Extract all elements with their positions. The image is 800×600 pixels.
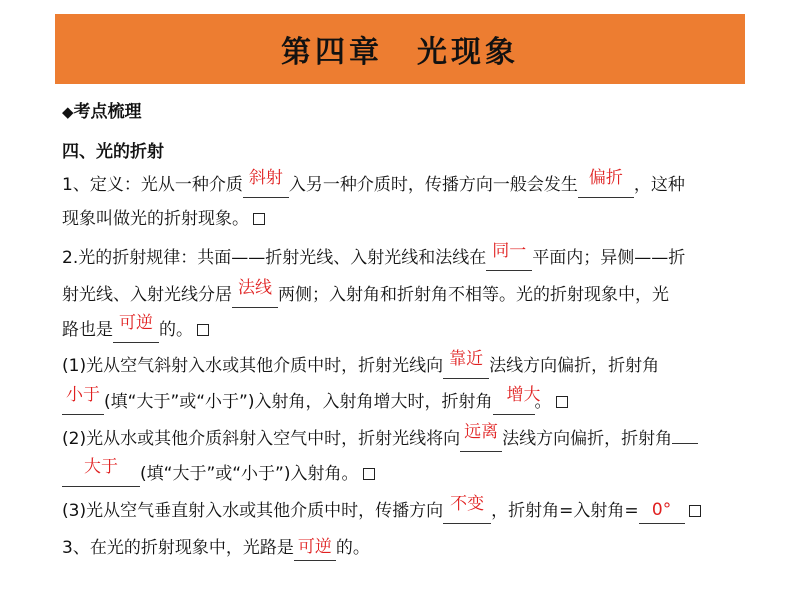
answer-blank xyxy=(113,313,159,343)
answer-text: 偏折 xyxy=(588,168,623,188)
answer-blank xyxy=(62,385,104,415)
item1-text-3: ，这种 xyxy=(633,175,685,195)
item1-line2 xyxy=(62,207,790,231)
blank-line xyxy=(672,443,698,444)
answer-blank xyxy=(639,499,685,524)
item2-line3 xyxy=(62,313,790,343)
item1-text-1: 1、定义：光从一种介质 xyxy=(62,175,243,195)
answer-text: 小于 xyxy=(66,385,100,405)
item1-text-2: 入另一种介质时，传播方向一般会发生 xyxy=(288,175,578,195)
diamond-bullet-icon: ◆ xyxy=(62,103,74,121)
item2-text-5: 路也是 xyxy=(62,320,113,340)
item1-text-4: 现象叫做光的折射现象。 xyxy=(62,209,249,229)
item2-text-4: 两侧；入射角和折射角不相等。光的折射现象中，光 xyxy=(278,285,669,305)
item2-text-1: 2.光的折射规律：共面——折射光线、入射光线和法线在 xyxy=(62,248,487,268)
answer-text: 0° xyxy=(651,500,672,520)
item2-line1 xyxy=(62,241,790,271)
answer-text: 斜射 xyxy=(248,168,283,188)
rule1-text-3: (填“大于”或“小于”)入射角，入射角增大时，折射角 xyxy=(104,392,493,412)
rule1-line2 xyxy=(62,385,790,415)
checkbox-icon xyxy=(197,324,209,336)
rule1-text-4: 。 xyxy=(534,392,552,412)
item2-text-6: 的。 xyxy=(159,320,193,340)
rule3-line1 xyxy=(62,494,790,524)
rule1-line1 xyxy=(62,349,790,379)
answer-text: 增大 xyxy=(506,385,541,405)
rule1-text-1: (1)光从空气斜射入水或其他介质中时，折射光线向 xyxy=(62,356,444,376)
rule2-text-1: (2)光从水或其他介质斜射入空气中时，折射光线将向 xyxy=(62,429,461,449)
rule2-text-2: 法线方向偏折，折射角 xyxy=(502,429,673,449)
checkbox-icon xyxy=(556,396,568,408)
item3-text-1: 3、在光的折射现象中，光路是 xyxy=(62,538,294,558)
heading-key-points xyxy=(62,100,790,124)
item1-line1 xyxy=(62,168,790,198)
answer-text: 法线 xyxy=(238,278,272,298)
answer-blank xyxy=(294,536,336,561)
answer-blank xyxy=(443,349,489,379)
answer-text: 不变 xyxy=(450,494,485,514)
item3-line1 xyxy=(62,536,790,561)
rule2-line1 xyxy=(62,422,790,452)
answer-blank xyxy=(62,457,140,487)
chapter-title-banner xyxy=(55,14,745,84)
heading-refraction: 四、光的折射 xyxy=(62,142,164,162)
answer-text: 可逆 xyxy=(297,537,332,557)
answer-blank xyxy=(486,241,532,271)
answer-text: 可逆 xyxy=(119,313,153,333)
answer-blank xyxy=(460,422,502,452)
rule2-text-3: (填“大于”或“小于”)入射角。 xyxy=(140,464,359,484)
answer-blank xyxy=(232,278,278,308)
rule1-text-2: 法线方向偏折，折射角 xyxy=(489,356,660,376)
rule3-text-2: ，折射角=入射角= xyxy=(491,501,639,521)
answer-text: 大于 xyxy=(84,457,118,477)
item3-text-2: 的。 xyxy=(335,538,370,558)
answer-text: 远离 xyxy=(464,422,499,442)
answer-text: 靠近 xyxy=(449,349,484,369)
chapter-title: 第四章 光现象 xyxy=(281,35,519,70)
checkbox-icon xyxy=(689,505,701,517)
heading-key-points-label: 考点梳理 xyxy=(73,102,142,122)
item2-text-2: 平面内；异侧——折 xyxy=(532,248,686,268)
answer-blank xyxy=(578,168,634,198)
item2-line2 xyxy=(62,278,790,308)
answer-blank xyxy=(243,168,289,198)
answer-blank xyxy=(493,385,541,415)
rule2-line2 xyxy=(62,457,790,487)
answer-text: 同一 xyxy=(492,241,527,261)
item2-text-3: 射光线、入射光线分居 xyxy=(62,285,232,305)
checkbox-icon xyxy=(363,468,375,480)
checkbox-icon xyxy=(253,213,265,225)
rule3-text-1: (3)光从空气垂直射入水或其他介质中时，传播方向 xyxy=(62,501,444,521)
answer-blank xyxy=(443,494,491,524)
